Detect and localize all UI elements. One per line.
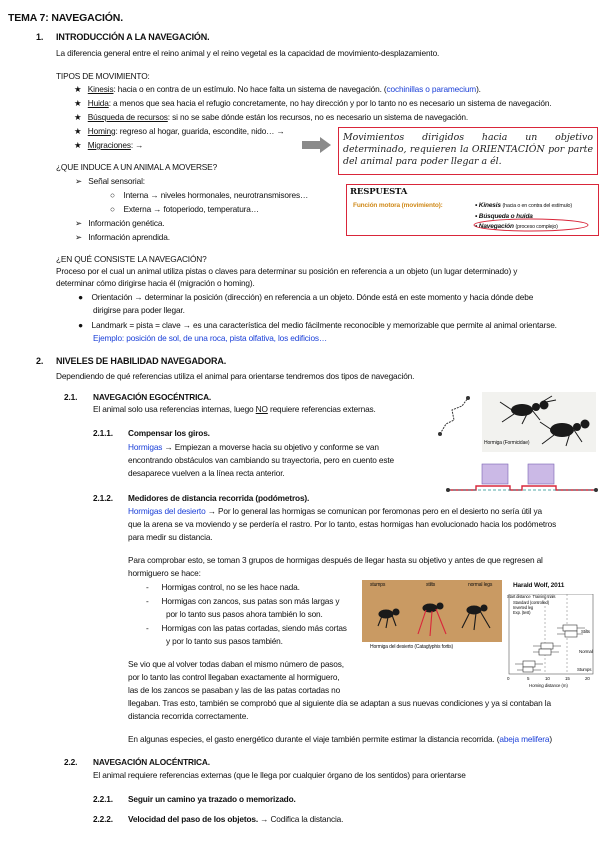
example-text: Ejemplo: posición de sol, de una roca, pista olfativa, los edificios… xyxy=(93,333,328,343)
chart-legend: Start distance Training trials xyxy=(507,594,556,599)
photo-label: normal legs xyxy=(468,582,493,588)
chart-group-label: Stumps xyxy=(577,667,592,672)
section-number: 2. xyxy=(36,356,44,366)
respuesta-box: RESPUESTA Función motora (movimiento): • Kinesis (hacia o en contra del estímulo) • Búsqueda o huida • Navegación (proceso complejo) xyxy=(346,184,599,236)
figure-caption: Hormiga (Formicidae) xyxy=(484,440,530,446)
paragraph: encontrando obstáculos van cambiando su trayectoria, pero en cuento este xyxy=(128,455,394,465)
subsection-number: 2.2. xyxy=(64,757,78,767)
section-heading: INTRODUCCIÓN A LA NAVEGACIÓN. xyxy=(56,32,210,42)
list-item-cont: dirigirse para poder llegar. xyxy=(93,305,185,315)
list-item: - Hormigas con zancos, sus patas son más largas y xyxy=(146,596,340,606)
paragraph: desaparece vuelven a la línea recta anterior. xyxy=(128,468,285,478)
paragraph: que la arena se va moviendo y se perdería el rastro. Por lo tanto, estas hormigas han evolucionado hacia los podómetros xyxy=(128,519,557,529)
subsection-number: 2.1.1. xyxy=(93,428,113,438)
star-icon: ★ xyxy=(74,140,82,150)
subsection-heading: Medidores de distancia recorrida (podómetros). xyxy=(128,493,310,503)
list-item: ★ Homing: regreso al hogar, guarida, escondite, nido… → xyxy=(74,126,285,136)
chart-group-label: Normal xyxy=(579,649,593,654)
paragraph: Dependiendo de qué referencias utiliza el animal para orientarse tendremos dos tipos de navegación. xyxy=(56,371,415,381)
list-item-cont: por lo tanto sus pasos ahora también lo son. xyxy=(166,609,323,619)
subsection-heading: NAVEGACIÓN EGOCÉNTRICA. xyxy=(93,392,212,402)
chart-legend: Exp. (test) xyxy=(513,610,531,615)
paragraph: llegaban. Tras esto, también se comprobó que al siguiente día se adaptan a sus nuevas condiciones y ya si contaban la xyxy=(128,698,551,708)
chart-xlabel: Homing distance (m) xyxy=(529,683,568,688)
arrow-right-icon xyxy=(302,137,332,153)
chart-tick: 15 xyxy=(565,676,570,681)
subsection-heading: Velocidad del paso de los objetos. → Codifica la distancia. xyxy=(128,814,344,824)
section-heading: NIVELES DE HABILIDAD NAVEGADORA. xyxy=(56,356,227,366)
chart-legend: Standard (controlled) xyxy=(513,600,549,605)
desert-ants-illustration xyxy=(362,580,502,642)
subsection-number: 2.1.2. xyxy=(93,493,113,503)
chart-tick: 10 xyxy=(545,676,550,681)
page-title: TEMA 7: NAVEGACIÓN. xyxy=(8,12,123,24)
paragraph: La diferencia general entre el reino animal y el reino vegetal es la capacidad de movimiento-desplazamiento. xyxy=(56,48,440,58)
subheading: ¿QUE INDUCE A UN ANIMAL A MOVERSE? xyxy=(56,162,218,172)
star-icon: ★ xyxy=(74,126,82,136)
list-item: ○ Externa → fotoperiodo, temperatura… xyxy=(110,204,259,214)
desert-ants-photo xyxy=(362,580,502,642)
paragraph: las de los zancos se pasaban y las de las patas cortadas no xyxy=(128,685,341,695)
section-number: 1. xyxy=(36,32,44,42)
paragraph: Se vio que al volver todas daban el mismo número de pasos, xyxy=(128,659,344,669)
chart-title: Harald Wolf, 2011 xyxy=(513,582,565,589)
list-item: ★ Migraciones: → xyxy=(74,140,144,150)
note-box: Movimientos dirigidos hacia un objetivo determinado, requieren la ORIENTACIÓN por parte del animal para poder llegar a él. xyxy=(338,127,598,175)
chart-plot xyxy=(505,594,597,686)
paragraph: determinar cómo dirigirse hacia él (migración o homing). xyxy=(56,278,255,288)
list-item: ● Orientación → determinar la posición (dirección) en referencia a un objeto. Dónde está en este momento y hacia dónde debe xyxy=(78,292,534,302)
obstacle-path-diagram xyxy=(446,460,598,500)
paragraph: Hormigas del desierto → Por lo general las hormigas se comunican por feromonas pero en el desierto no sería útil ya xyxy=(128,506,542,516)
list-item: ➢ Información aprendida. xyxy=(75,232,170,242)
ant-photo xyxy=(482,392,596,452)
subheading: ¿EN QUÉ CONSISTE LA NAVEGACIÓN? xyxy=(56,254,207,264)
list-item: - Hormigas control, no se les hace nada. xyxy=(146,582,300,592)
subsection-heading: NAVEGACIÓN ALOCÉNTRICA. xyxy=(93,757,210,767)
paragraph: para medir su distancia. xyxy=(128,532,213,542)
list-item: ★ Kinesis: hacia o en contra de un estímulo. No hace falta un sistema de navegación. (cochinillas o paramecium). xyxy=(74,84,481,94)
photo-label: stumps xyxy=(370,582,386,588)
chart-legend: Inverted leg xyxy=(513,605,534,610)
photo-label: stilts xyxy=(426,582,436,588)
chart-tick: 5 xyxy=(527,676,530,681)
paragraph: El animal requiere referencias externas (que le llega por cualquier órgano de los sentidos) para orientarse xyxy=(93,770,466,780)
subsection-number: 2.2.2. xyxy=(93,814,113,824)
ant-trail-diagram xyxy=(432,394,482,444)
star-icon: ★ xyxy=(74,84,82,94)
subheading: TIPOS DE MOVIMIENTO: xyxy=(56,71,150,81)
paragraph: distancia recorrida correctamente. xyxy=(128,711,249,721)
paragraph: por lo tanto las control llegaban exactamente al hormiguero, xyxy=(128,672,340,682)
subsection-heading: Seguir un camino ya trazado o memorizado. xyxy=(128,794,296,804)
list-item: ● Landmark = pista = clave → es una característica del medio fácilmente reconocible y memorizable que permite al animal orientarse. xyxy=(78,320,557,330)
figure-caption: Hormiga del desierto (Cataglyphis fortis) xyxy=(370,644,454,650)
scribble-circle xyxy=(472,217,590,233)
paragraph: Proceso por el cual un animal utiliza pistas o claves para determinar su posición en referencia a un objeto (un lugar determinado) y xyxy=(56,266,518,276)
chart-tick: 0 xyxy=(507,676,510,681)
box-plot-chart xyxy=(505,582,597,694)
list-item: ➢ Señal sensorial: xyxy=(75,176,145,186)
paragraph: Hormigas → Empiezan a moverse hacia su objetivo y conforme se van xyxy=(128,442,379,452)
chart-group-label: Stilts xyxy=(581,629,590,634)
list-item: - Hormigas con las patas cortadas, siendo más cortas xyxy=(146,623,347,633)
paragraph: En algunas especies, el gasto energético durante el viaje también permite estimar la distancia recorrida. (abeja melifera) xyxy=(128,734,552,744)
paragraph: El animal solo usa referencias internas, luego NO requiere referencias externas. xyxy=(93,404,376,414)
list-item: ★ Huida: a menos que sea hacia el refugio concretamente, no hay dirección y por lo tanto no es necesario un sistema de navegación. xyxy=(74,98,552,108)
chart-tick: 20 xyxy=(585,676,590,681)
list-item: ○ Interna → niveles hormonales, neurotransmisores… xyxy=(110,190,309,200)
subsection-heading: Compensar los giros. xyxy=(128,428,210,438)
paragraph: hormiguero se hace: xyxy=(128,568,201,578)
list-item: ➢ Información genética. xyxy=(75,218,165,228)
paragraph: Para comprobar esto, se toman 3 grupos de hormigas después de llegar hasta su objetivo y antes de que regresen al xyxy=(128,555,543,565)
list-item-cont: y por lo tanto sus pasos también. xyxy=(166,636,283,646)
subsection-number: 2.2.1. xyxy=(93,794,113,804)
star-icon: ★ xyxy=(74,98,82,108)
list-item: ★ Búsqueda de recursos: si no se sabe dónde están los recursos, no es necesario un sistema de navegación. xyxy=(74,112,469,122)
subsection-number: 2.1. xyxy=(64,392,78,402)
star-icon: ★ xyxy=(74,112,82,122)
